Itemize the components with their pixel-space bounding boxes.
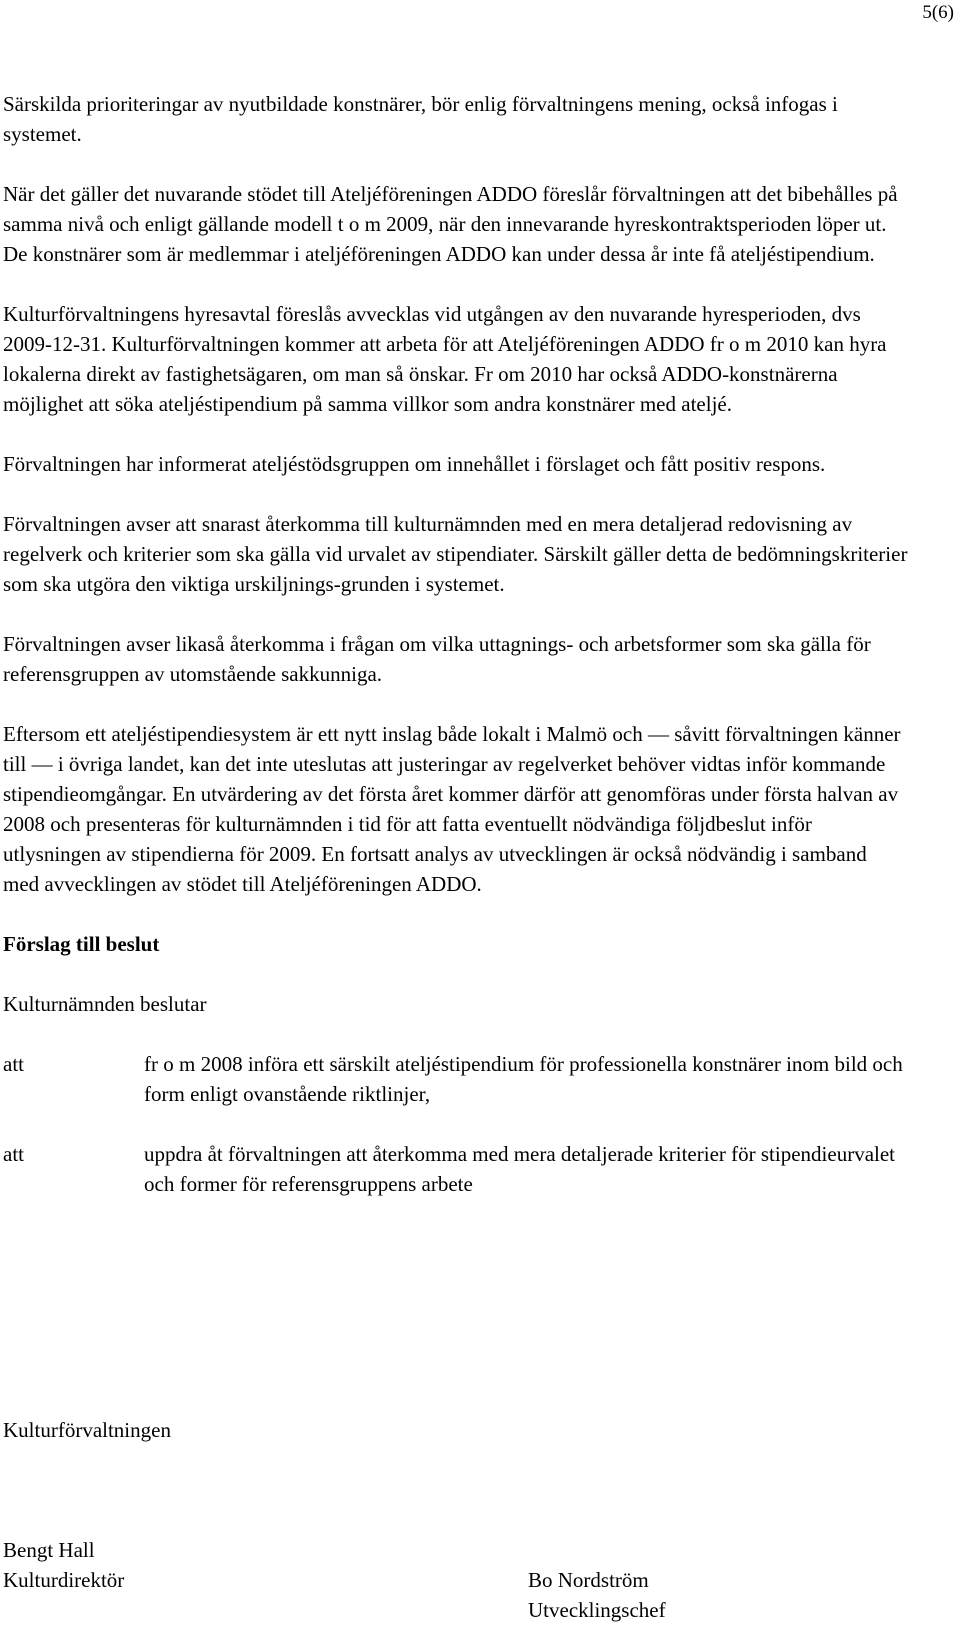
decision-item xyxy=(3,1049,908,1109)
signatory-title: Utvecklingschef xyxy=(528,1598,666,1622)
paragraph-addo-support: När det gäller det nuvarande stödet till Ateljéföreningen ADDO föreslår förvaltningen att det bibehålles på samma nivå och enligt gällande modell t o m 2009, när den innevarande hyreskontraktsperioden löper ut. De konstnärer som är medlemmar i ateljéföreningen ADDO kan under dessa år inte få ateljéstipendium. xyxy=(3,182,898,266)
paragraph-support-group: Förvaltningen har informerat ateljéstödsgruppen om innehållet i förslaget och fått positiv respons. xyxy=(3,452,826,476)
paragraph-lease-termination: Kulturförvaltningens hyresavtal föreslås avvecklas vid utgången av den nuvarande hyresperioden, dvs 2009-12-31. Kulturförvaltningen kommer att arbeta för att Ateljéföreningen ADDO fr o m 2010 kan hyra lokalerna direkt av fastighetsägaren, om man så önskar. Fr om 2010 har också ADDO-konstnärerna möjlighet att söka ateljéstipendium på samma villkor som andra konstnärer med ateljé. xyxy=(3,302,887,416)
page-number: 5(6) xyxy=(922,2,954,23)
paragraph-new-artists: Särskilda prioriteringar av nyutbildade konstnärer, bör enlig förvaltningens mening, också infogas i systemet. xyxy=(3,92,838,146)
signatory-name: Bo Nordström xyxy=(528,1568,649,1592)
decision-item-att: att xyxy=(3,1052,24,1076)
decision-heading: Förslag till beslut xyxy=(3,932,160,956)
signature-right xyxy=(528,1565,828,1625)
paragraph-evaluation: Eftersom ett ateljéstipendiesystem är ett nytt inslag både lokalt i Malmö och — såvitt förvaltningen känner till — i övriga landet, kan det inte uteslutas att justeringar av regelverket behöver vidtas inför kommande stipendieomgångar. En utvärdering av det första året kommer därför att genomföras under första halvan av 2008 och presenteras för kulturnämnden i tid för att fatta eventuellt nödvändiga följdbeslut inför utlysningen av stipendierna för 2009. En fortsatt analys av utvecklingen är också nödvändig i samband med avvecklingen av stödet till Ateljéföreningen ADDO. xyxy=(3,722,901,896)
decision-item-att: att xyxy=(3,1142,24,1166)
department-name: Kulturförvaltningen xyxy=(3,1418,171,1442)
signature-left xyxy=(3,1535,303,1595)
document-body xyxy=(3,89,908,1229)
decision-item-text: fr o m 2008 införa ett särskilt ateljéstipendium för professionella konstnärer inom bild och form enligt ovanstående riktlinjer, xyxy=(144,1052,903,1106)
decision-item xyxy=(3,1139,908,1199)
paragraph-reference-group: Förvaltningen avser likaså återkomma i frågan om vilka uttagnings- och arbetsformer som ska gälla för referensgruppen av utomstående sakkunniga. xyxy=(3,632,871,686)
paragraph-regulations: Förvaltningen avser att snarast återkomma till kulturnämnden med en mera detaljerad redovisning av regelverk och kriterier som ska gälla vid urvalet av stipendiater. Särskilt gäller detta de bedömningskriterier som ska utgöra den viktiga urskiljnings-grunden i systemet. xyxy=(3,512,908,596)
signatory-name: Bengt Hall xyxy=(3,1538,95,1562)
decision-intro: Kulturnämnden beslutar xyxy=(3,992,207,1016)
decision-item-text: uppdra åt förvaltningen att återkomma med mera detaljerade kriterier för stipendieurvalet och former för referensgruppens arbete xyxy=(144,1142,896,1196)
signatory-title: Kulturdirektör xyxy=(3,1568,125,1592)
